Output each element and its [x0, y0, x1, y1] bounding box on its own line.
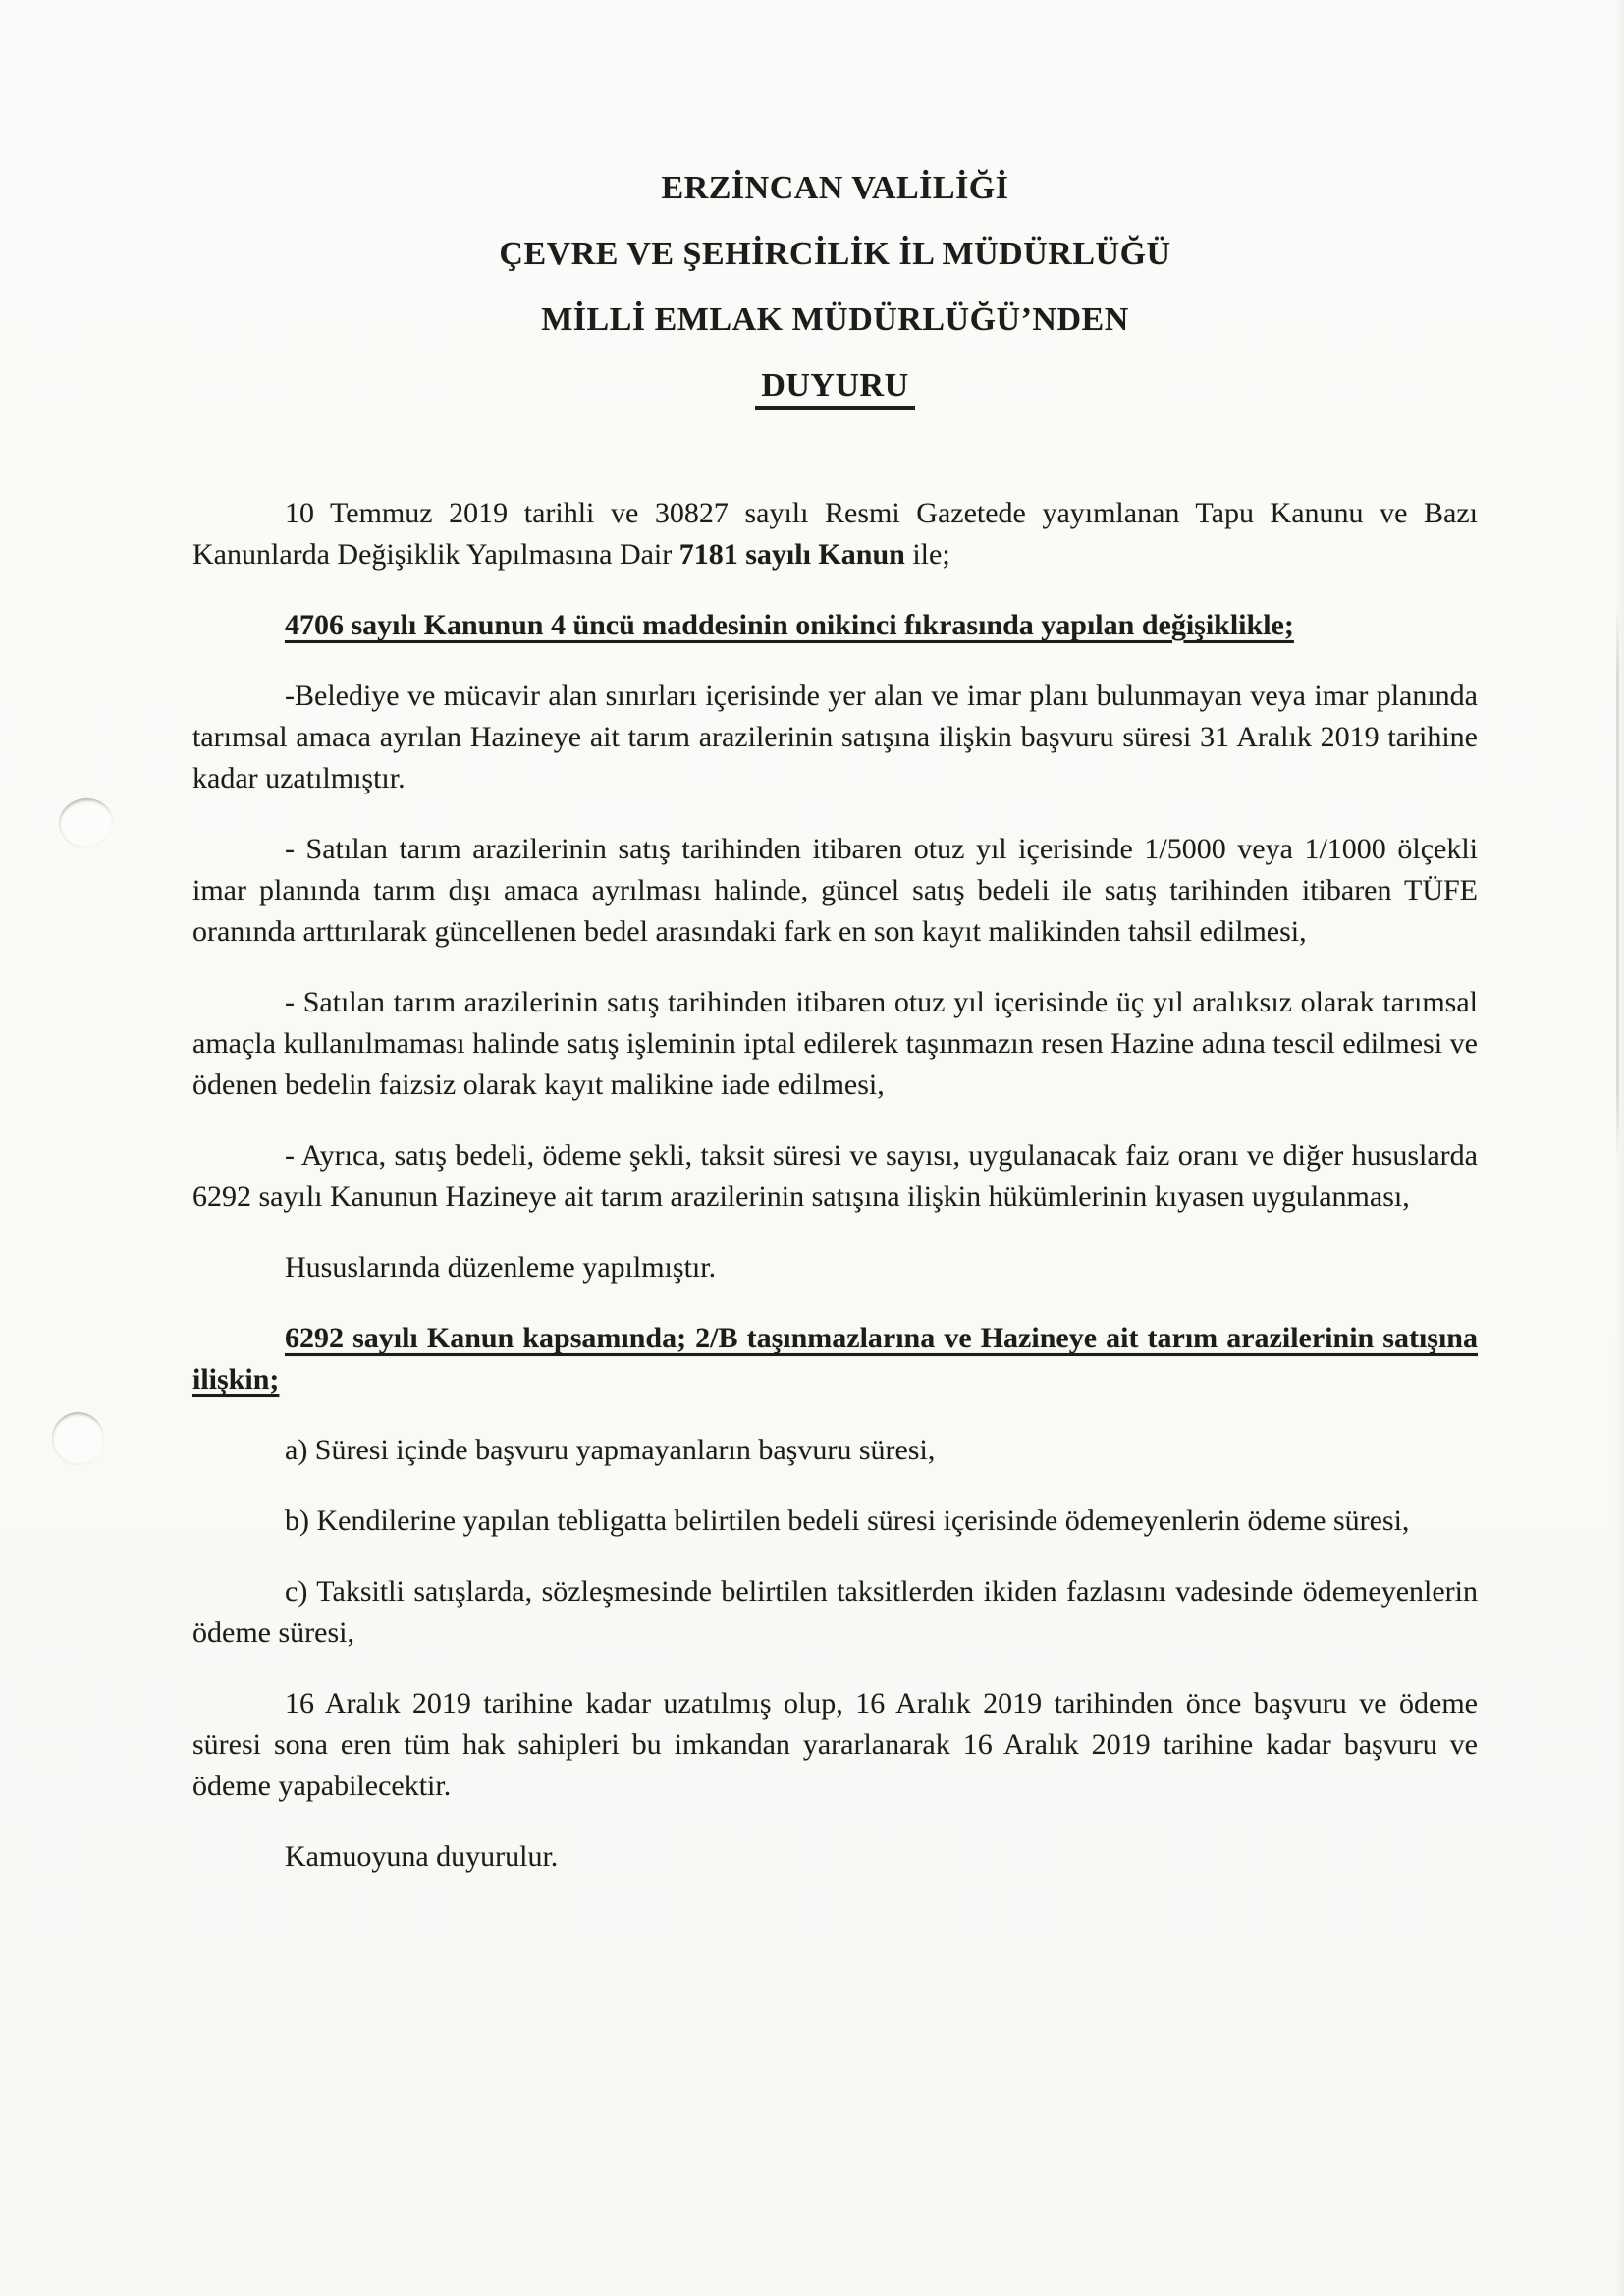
org-name-line-1: ERZİNCAN VALİLİĞİ [661, 170, 1009, 206]
closing-note: Kamuoyuna duyurulur. [285, 1840, 559, 1873]
section1-heading-text: 4706 sayılı Kanunun 4 üncü maddesinin onikinci fıkrasında yapılan değişiklikle; [285, 609, 1294, 641]
section2-item-c: c) Taksitli satışlarda, sözleşmesinde belirtilen taksitlerden ikiden fazlasını vadesinde ödemeyenlerin ödeme süresi, [192, 1575, 1478, 1649]
section2-item-a: a) Süresi içinde başvuru yapmayanların başvuru süresi, [285, 1434, 936, 1466]
document-title-row [192, 353, 1478, 418]
intro-text-start: 10 Temmuz 2019 tarihli ve 30827 sayılı Resmi Gazetede yayımlanan Tapu Kanunu ve Bazı Kanunlarda Değişiklik Yapılmasına Dair [192, 497, 1478, 571]
regulation-note: Hususlarında düzenleme yapılmıştır. [285, 1251, 717, 1284]
org-name-line-3: MİLLİ EMLAK MÜDÜRLÜĞÜ’NDEN [541, 301, 1129, 338]
deadline-paragraph: 16 Aralık 2019 tarihine kadar uzatılmış olup, 16 Aralık 2019 tarihinden önce başvuru ve ödeme süresi sona eren tüm hak sahipleri bu imkandan yararlanarak 16 Aralık 2019 tarihine kadar başvuru ve ödeme yapabilecektir. [192, 1687, 1478, 1802]
org-name-line-2: ÇEVRE VE ŞEHİRCİLİK İL MÜDÜRLÜĞÜ [499, 236, 1171, 272]
section1-paragraph-4: - Ayrıca, satış bedeli, ödeme şekli, taksit süresi ve sayısı, uygulanacak faiz oranı ve diğer hususlarda 6292 sayılı Kanunun Hazineye ait tarım arazilerinin satışına ilişkin hükümlerinin kıyasen uygulanması, [192, 1139, 1478, 1213]
intro-paragraph [192, 493, 1478, 575]
section1-heading [192, 605, 1478, 646]
law-reference-bold: 7181 sayılı Kanun [678, 538, 905, 571]
section2-heading [192, 1318, 1478, 1400]
letterhead [0, 0, 1624, 418]
section2-item-b: b) Kendilerine yapılan tebligatta belirtilen bedeli süresi içerisinde ödemeyenlerin ödeme süresi, [285, 1504, 1410, 1537]
section1-paragraph-1: -Belediye ve mücavir alan sınırları içerisinde yer alan ve imar planı bulunmayan veya imar planında tarımsal amaca ayrılan Hazineye ait tarım arazilerinin satışına ilişkin başvuru süresi 31 Aralık 2019 tarihine kadar uzatılmıştır. [192, 680, 1478, 794]
document-title: DUYURU [755, 367, 914, 410]
section2-heading-text: 6292 sayılı Kanun kapsamında; 2/B taşınmazlarına ve Hazineye ait tarım arazilerinin satışına ilişkin; [192, 1322, 1478, 1395]
section1-paragraph-2: - Satılan tarım arazilerinin satış tarihinden itibaren otuz yıl içerisinde 1/5000 veya 1/1000 ölçekli imar planında tarım dışı amaca ayrılması halinde, güncel satış bedeli ile satış tarihinden itibaren TÜFE oranında arttırılarak güncellenen bedel arasındaki fark en son kayıt malikinden tahsil edilmesi, [192, 833, 1478, 948]
section1-paragraph-3: - Satılan tarım arazilerinin satış tarihinden itibaren otuz yıl içerisinde üç yıl aralıksız olarak tarımsal amaçla kullanılmaması halinde satış işleminin iptal edilerek taşınmazın resen Hazine adına tescil edilmesi ve ödenen bedelin faizsiz olarak kayıt malikine iade edilmesi, [192, 986, 1478, 1101]
document-body [0, 493, 1624, 1878]
intro-text-end: ile; [904, 538, 950, 571]
scan-edge-artifact [1616, 604, 1619, 1159]
